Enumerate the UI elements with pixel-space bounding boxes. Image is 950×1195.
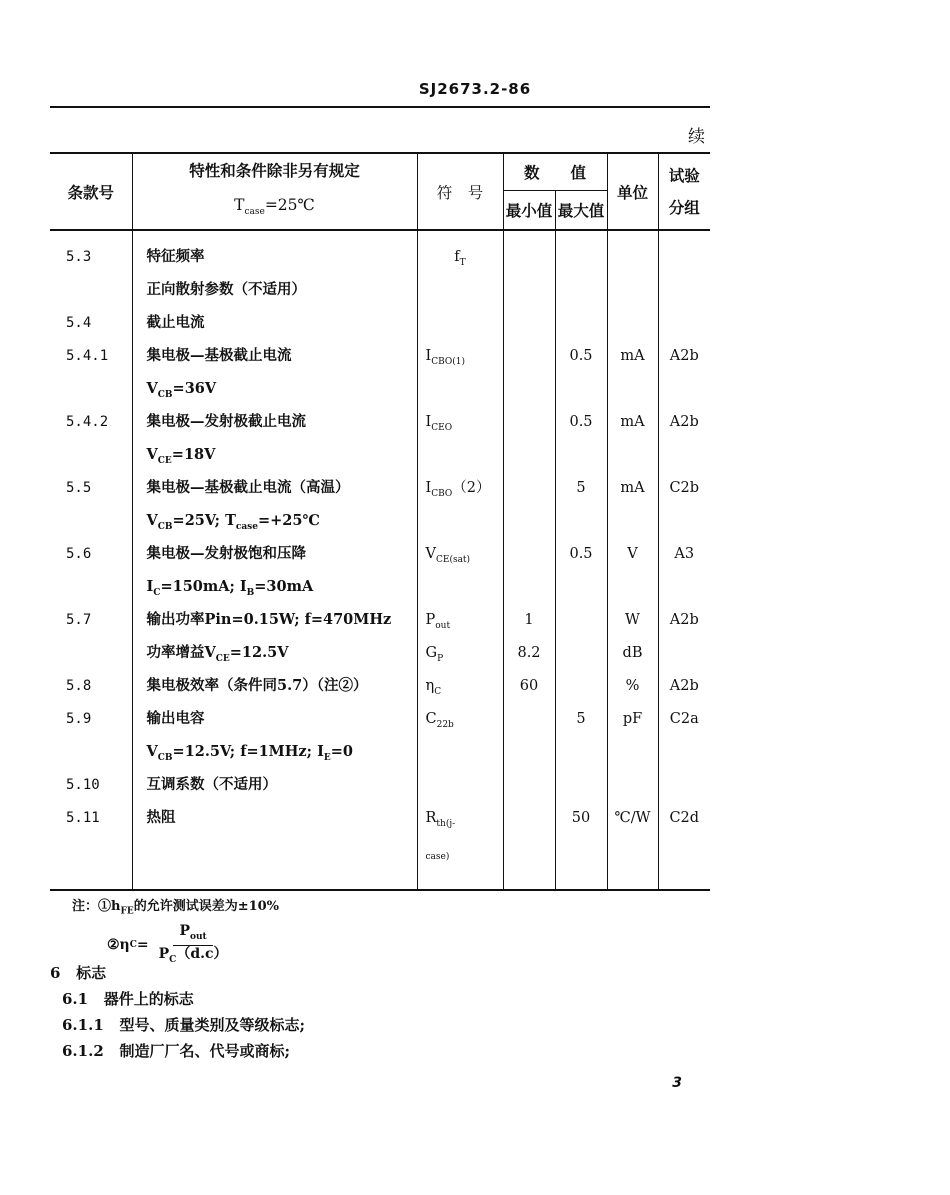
table-row: 正向散射参数（不适用） [50,278,710,311]
table-row: $V_{CB}=25V$; $T_{case}=+25℃$ [50,509,710,542]
table-row: $V_{CE}=18V$ [50,443,710,476]
table-row: 5.5 集电极—基极截止电流（高温） $I_{CBO}(2)$ 5 mA C2b [50,476,710,509]
table-row: 5.8 集电极效率（条件同5.7）（注②） $\eta_C$ 60 % A2b [50,674,710,707]
header-min: 最小值 [503,191,555,230]
table-row: $V_{CB}=12.5V$; f=1MHz; $I_E=0$ [50,740,710,773]
section-6-1: 6.1 器件上的标志 [62,990,194,1008]
table-row: 5.7 输出功率Pin=0.15W; f=470MHz $P_{out}$ 1 W A2b [50,608,710,641]
header-symbol: 符 号 [417,153,503,230]
section-6: 6 标志 [50,964,107,982]
continued-label: 续 [688,127,705,147]
table-row: 5.4.2 集电极—发射极截止电流 $I_{CEO}$ 0.5 mA A2b [50,410,710,443]
efficiency-formula: ②η C = $\frac{P_{out}}{P_C(d.c)}$ [107,923,234,968]
note-1: 注：$①h_{FE}$的允许测试误差为±10% [72,899,280,917]
spec-table [50,152,710,891]
table-row: $I_C=150mA$; $I_B=30mA$ [50,575,710,608]
section-6-1-2: 6.1.2 制造厂厂名、代号或商标; [62,1042,290,1060]
page-number: 3 [672,1075,682,1091]
table-row: 5.4 截止电流 [50,311,710,344]
table-row: 5.6 集电极—发射极饱和压降 $V_{CE(sat)}$ 0.5 V A3 [50,542,710,575]
table-row: $V_{CB}=36V$ [50,377,710,410]
table-row: 功率增益$V_{CE}=12.5V$ $G_P$ 8.2 dB [50,641,710,674]
table-row: 5.10 互调系数（不适用） [50,773,710,806]
header-clause: 条款号 [50,153,132,230]
formula-fraction: $\frac{P_{out}}{P_C(d.c)}$ [158,923,228,965]
header-max: 最大值 [555,191,607,230]
header-unit: 单位 [607,153,658,230]
header-test-group: 试验 分组 [658,153,710,230]
table-row: case) [50,839,710,890]
table-row: 5.11 热阻 $R_{th(j-}$ 50 ℃/W C2d [50,806,710,839]
table-row: 5.4.1 集电极—基极截止电流 $I_{CBO(1)}$ 0.5 mA A2b [50,344,710,377]
header-value: 数 值 [503,153,607,191]
section-6-1-1: 6.1.1 型号、质量类别及等级标志; [62,1016,305,1034]
header-rule [50,106,710,108]
header-characteristic: 特性和条件除非另有规定 $T_{case}=25℃$ [132,153,417,230]
document-code: SJ2673.2-86 [418,80,532,98]
table-row: 5.3 特征频率 $f_T$ [50,245,710,278]
table-row: 5.9 输出电容 $C_{22b}$ 5 pF C2a [50,707,710,740]
